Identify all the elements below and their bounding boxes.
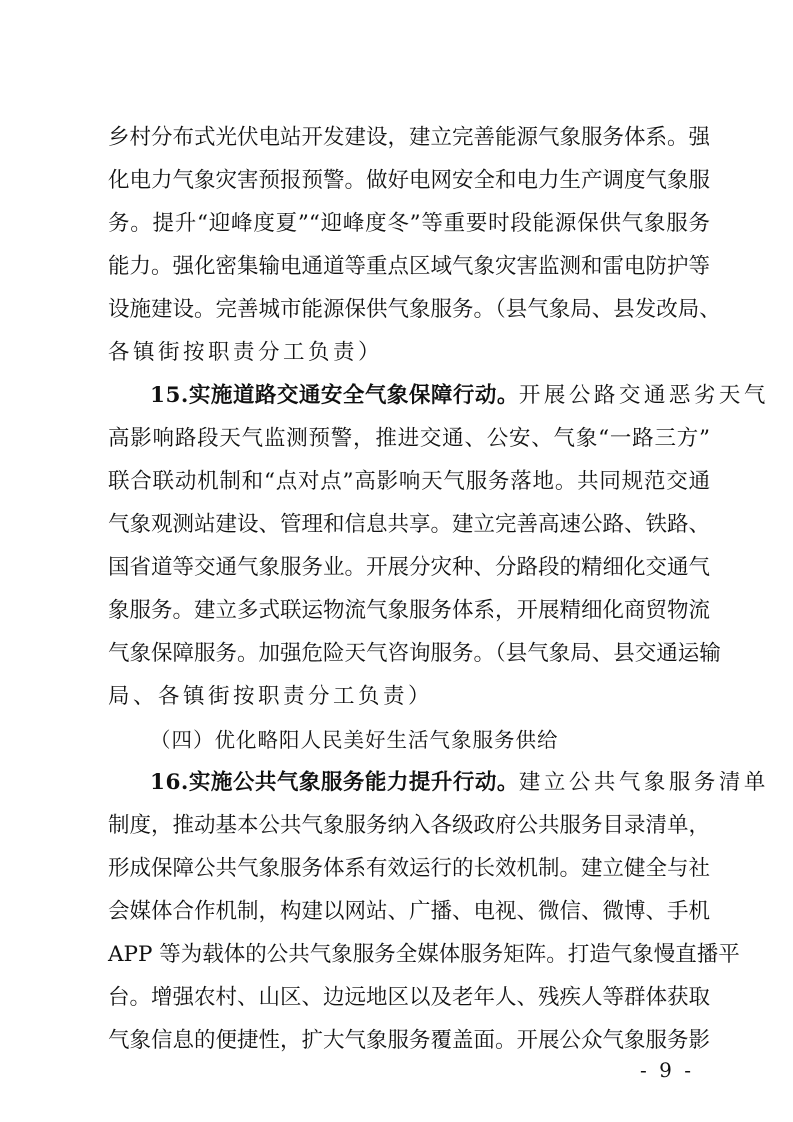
item-15-first-line	[150, 379, 769, 413]
paragraph-line: 建立公共气象服务清单	[518, 770, 769, 795]
paragraph-line: 气象观测站建设、管理和信息共享。建立完善高速公路、铁路、	[108, 512, 711, 537]
paragraph-line: 高影响路段天气监测预警，推进交通、公安、气象“一路三方”	[108, 426, 710, 451]
page-number: - 9 -	[640, 1058, 694, 1082]
paragraph-line: 化电力气象灾害预报预警。做好电网安全和电力生产调度气象服	[108, 168, 711, 193]
paragraph-line: 制度，推动基本公共气象服务纳入各级政府公共服务目录清单，	[108, 813, 711, 838]
paragraph-line: APP 等为载体的公共气象服务全媒体服务矩阵。打造气象慢直播平	[108, 942, 740, 967]
paragraph-line: 能力。强化密集输电通道等重点区域气象灾害监测和雷电防护等	[108, 254, 711, 279]
paragraph-line: 设施建设。完善城市能源保供气象服务。（县气象局、县发改局、	[108, 297, 721, 322]
paragraph-line: 国省道等交通气象服务业。开展分灾种、分路段的精细化交通气	[108, 555, 711, 580]
paragraph-line: 气象信息的便捷性，扩大气象服务覆盖面。开展公众气象服务影	[108, 1028, 711, 1053]
paragraph-line: 气象保障服务。加强危险天气咨询服务。（县气象局、县交通运输	[108, 641, 721, 666]
paragraph-line: 务。提升“迎峰度夏”“迎峰度冬”等重要时段能源保供气象服务	[108, 211, 710, 236]
paragraph-line: 各镇街按职责分工负责）	[108, 340, 384, 365]
paragraph-line: 局、各镇街按职责分工负责）	[108, 684, 434, 709]
item-15-heading: 15.实施道路交通安全气象保障行动。	[150, 383, 519, 408]
section-subheading: （四）优化略阳人民美好生活气象服务供给	[150, 728, 559, 752]
paragraph-line: 形成保障公共气象服务体系有效运行的长效机制。建立健全与社	[108, 856, 711, 881]
paragraph-line: 会媒体合作机制，构建以网站、广播、电视、微信、微博、手机	[108, 899, 711, 924]
item-16-first-line	[150, 766, 769, 800]
paragraph-line: 联合联动机制和“点对点”高影响天气服务落地。共同规范交通	[108, 469, 710, 494]
paragraph-line: 乡村分布式光伏电站开发建设，建立完善能源气象服务体系。强	[108, 125, 711, 150]
paragraph-line: 象服务。建立多式联运物流气象服务体系，开展精细化商贸物流	[108, 598, 711, 623]
paragraph-line: 开展公路交通恶劣天气	[518, 383, 769, 408]
item-16-heading: 16.实施公共气象服务能力提升行动。	[150, 770, 519, 795]
paragraph-line: 台。增强农村、山区、边远地区以及老年人、残疾人等群体获取	[108, 985, 711, 1010]
